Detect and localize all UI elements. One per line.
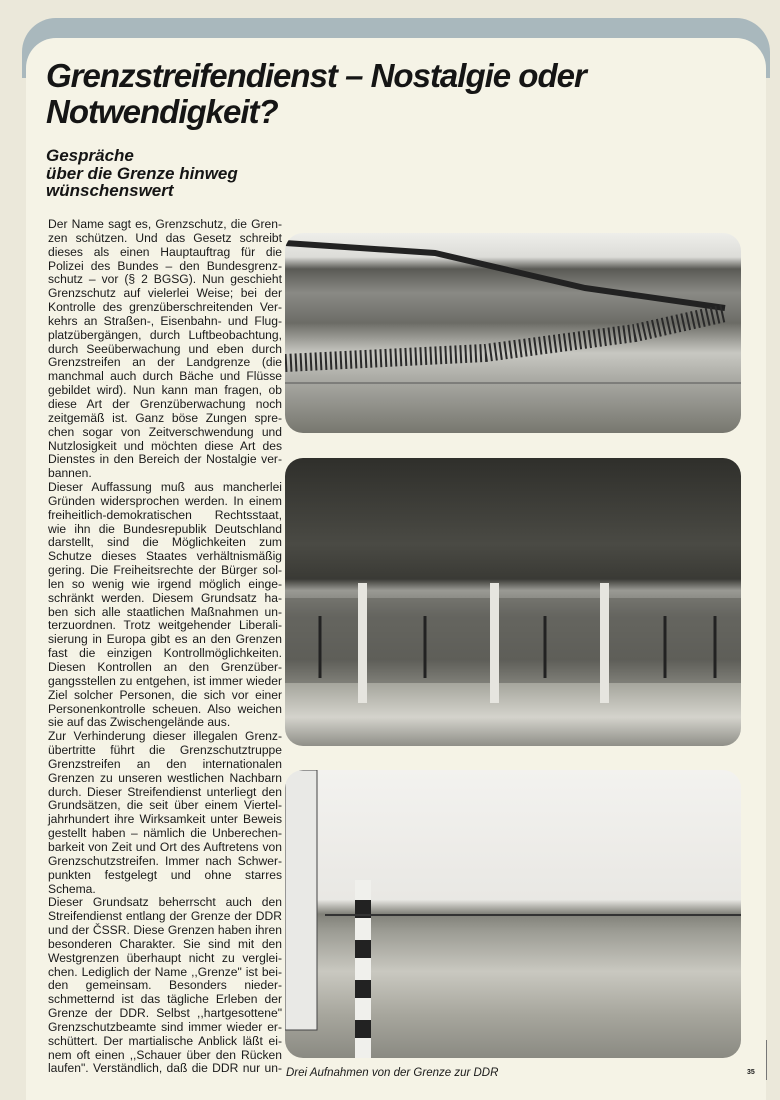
paragraph — [48, 730, 282, 896]
text-line: fast die einzigen Kontrollmöglichkeiten. — [48, 646, 282, 661]
text-line: Gründen widersprochen werden. In einem — [48, 493, 282, 508]
text-line: Kontrolle des grenzüberschreitenden Ver- — [48, 300, 282, 315]
text-line: jahrhundert ihre Wirksamkeit unter Beweis — [48, 812, 282, 827]
text-line: platzübergängen, durch Luftbeobachtung, — [48, 327, 282, 342]
text-line: Ziel solcher Personen, die sich vor einer — [48, 687, 282, 702]
margin-rule — [766, 1040, 767, 1080]
text-line: Dienstes in den Bereich der Nostalgie ver- — [48, 452, 282, 467]
text-line: durch. Dieser Streifendienst unterliegt den — [48, 784, 282, 799]
text-line: Grenzstreifen an der Landgrenze (die — [48, 355, 282, 370]
text-line: den gemeinsam. Besonders nieder- — [48, 978, 282, 993]
text-line: Grundsätzen, die seit über einem Viertel- — [48, 798, 282, 813]
article-title — [46, 58, 586, 130]
text-line: Diesen Kontrollen an den Grenzüber- — [48, 660, 282, 674]
text-line: Nutzlosigkeit und möchten diese Art des — [48, 438, 282, 453]
text-line: freiheitlich-demokratischen Rechtsstaat, — [48, 507, 282, 522]
text-line: durch Seeüberwachung und eben durch — [48, 341, 282, 356]
subtitle-line: über die Grenze hinweg — [46, 163, 238, 183]
text-line: manchmal auch durch Bäche und Flüsse — [48, 369, 282, 384]
text-line: Grenze der DDR. Selbst ,,hartgesottene" — [48, 1006, 282, 1021]
text-line: dieses als einen Hauptauftrag für die — [48, 244, 282, 259]
text-line: chen sogar von Zeitverschwendung und — [48, 424, 282, 439]
text-line: barkeit von Zeit und Ort des Auftretens von — [48, 839, 282, 854]
fence-illustration — [285, 458, 741, 746]
text-line: Personenkontrolle scheuen. Also weichen — [48, 701, 282, 716]
text-line: Polizei des Bundes – den Bundesgrenz- — [48, 258, 282, 273]
text-line: Grenzschutzstreifen. Immer nach Schwer- — [48, 853, 282, 868]
paragraph — [48, 896, 282, 1076]
text-line: Schutze dieses Staates verhältnismäßig — [48, 549, 282, 564]
text-line: und der ČSSR. Diese Grenzen haben ihren — [48, 923, 282, 938]
text-line: punkten festgelegt und ohne starres — [48, 867, 282, 882]
text-line: übertritte führt die Grenzschutztruppe — [48, 743, 282, 758]
text-line: nem oft einen ,,Schauer über den Rücken — [48, 1047, 282, 1062]
subtitle-line: wünschenswert — [46, 181, 174, 200]
photo-border-post-field — [285, 770, 741, 1058]
title-line: Notwendigkeit? — [46, 93, 278, 130]
article-subtitle — [46, 147, 238, 200]
photo-border-fence-hills — [285, 233, 741, 433]
paragraph — [48, 481, 282, 730]
text-line: Dieser Grundsatz beherrscht auch den — [48, 895, 282, 910]
text-line: Streifendienst entlang der Grenze der DDR — [48, 909, 282, 924]
text-line: Grenzstreifen an den internationalen — [48, 756, 282, 771]
text-line: schränkt werden. Diesem Grundsatz ha- — [48, 590, 282, 605]
text-line: ben sich alle staatlichen Maßnahmen un- — [48, 604, 282, 619]
border-post-illustration — [285, 770, 741, 1058]
text-line: zeitgemäß ist. Ganz böse Zungen spre- — [48, 410, 282, 425]
text-line: gangsstellen zu entgehen, ist immer wieder — [48, 673, 282, 688]
text-line: Grenzschutz auf vielerlei Weise; bei der — [48, 286, 282, 301]
page-number: 35 — [747, 1069, 755, 1076]
article-body — [48, 218, 282, 1076]
text-line: schmetternd ist das tägliche Erleben der — [48, 992, 282, 1007]
text-line: gebildet wird). Nun kann man fragen, ob — [48, 383, 282, 398]
text-line: Grenzschutzbeamte sind immer wieder er- — [48, 1019, 282, 1034]
text-line: sie auf das Zwischengelände aus. — [48, 715, 231, 730]
text-line: terzuordnen. Trotz weitgehender Liberali- — [48, 618, 282, 633]
text-line: Der Name sagt es, Grenzschutz, die Gren- — [48, 217, 282, 231]
text-line: len so wenig wie irgend möglich einge- — [48, 576, 282, 591]
text-line: gering. Die Freiheitsrechte der Bürger sol- — [48, 563, 282, 578]
text-line: Dieser Auffassung muß aus mancherlei — [48, 480, 282, 495]
text-line: Westgrenzen überhaupt nicht zu verglei- — [48, 950, 282, 965]
fence-illustration — [285, 233, 741, 433]
title-line: Grenzstreifendienst – Nostalgie oder — [46, 57, 586, 94]
text-line: besonderen Charakter. Sie sind mit den — [48, 936, 282, 951]
text-line: kehrs an Straßen-, Eisenbahn- und Flug- — [48, 313, 282, 328]
photo-caption: Drei Aufnahmen von der Grenze zur DDR — [286, 1067, 499, 1079]
paragraph — [48, 218, 282, 481]
text-line: Schema. — [48, 881, 96, 896]
text-line: schüttert. Der martialische Anblick läßt ei- — [48, 1033, 282, 1048]
text-line: laufen". Verständlich, daß die DDR nur un- — [48, 1061, 282, 1076]
text-line: chen. Lediglich der Name ,,Grenze" ist bei- — [48, 964, 282, 979]
text-line: gestellt haben – nämlich die Unberechen- — [48, 826, 282, 841]
text-line: Grenzen zu unseren westlichen Nachbarn — [48, 770, 282, 785]
text-line: darstellt, sind die Möglichkeiten zum — [48, 535, 282, 550]
photo-border-fence-forest — [285, 458, 741, 746]
text-line: schutz – vor (§ 2 BGSG). Nun geschieht — [48, 272, 282, 287]
text-line: diese Art der Grenzüberwachung noch — [48, 396, 282, 411]
text-line: sierung in Europa gibt es an den Grenzen — [48, 632, 282, 647]
text-line: bannen. — [48, 466, 92, 481]
text-line: zen schützen. Und das Gesetz schreibt — [48, 230, 282, 245]
text-line: Zur Verhinderung dieser illegalen Grenz- — [48, 729, 282, 744]
subtitle-line: Gespräche — [46, 146, 134, 165]
text-line: wie ihn die Bundesrepublik Deutschland — [48, 521, 282, 536]
